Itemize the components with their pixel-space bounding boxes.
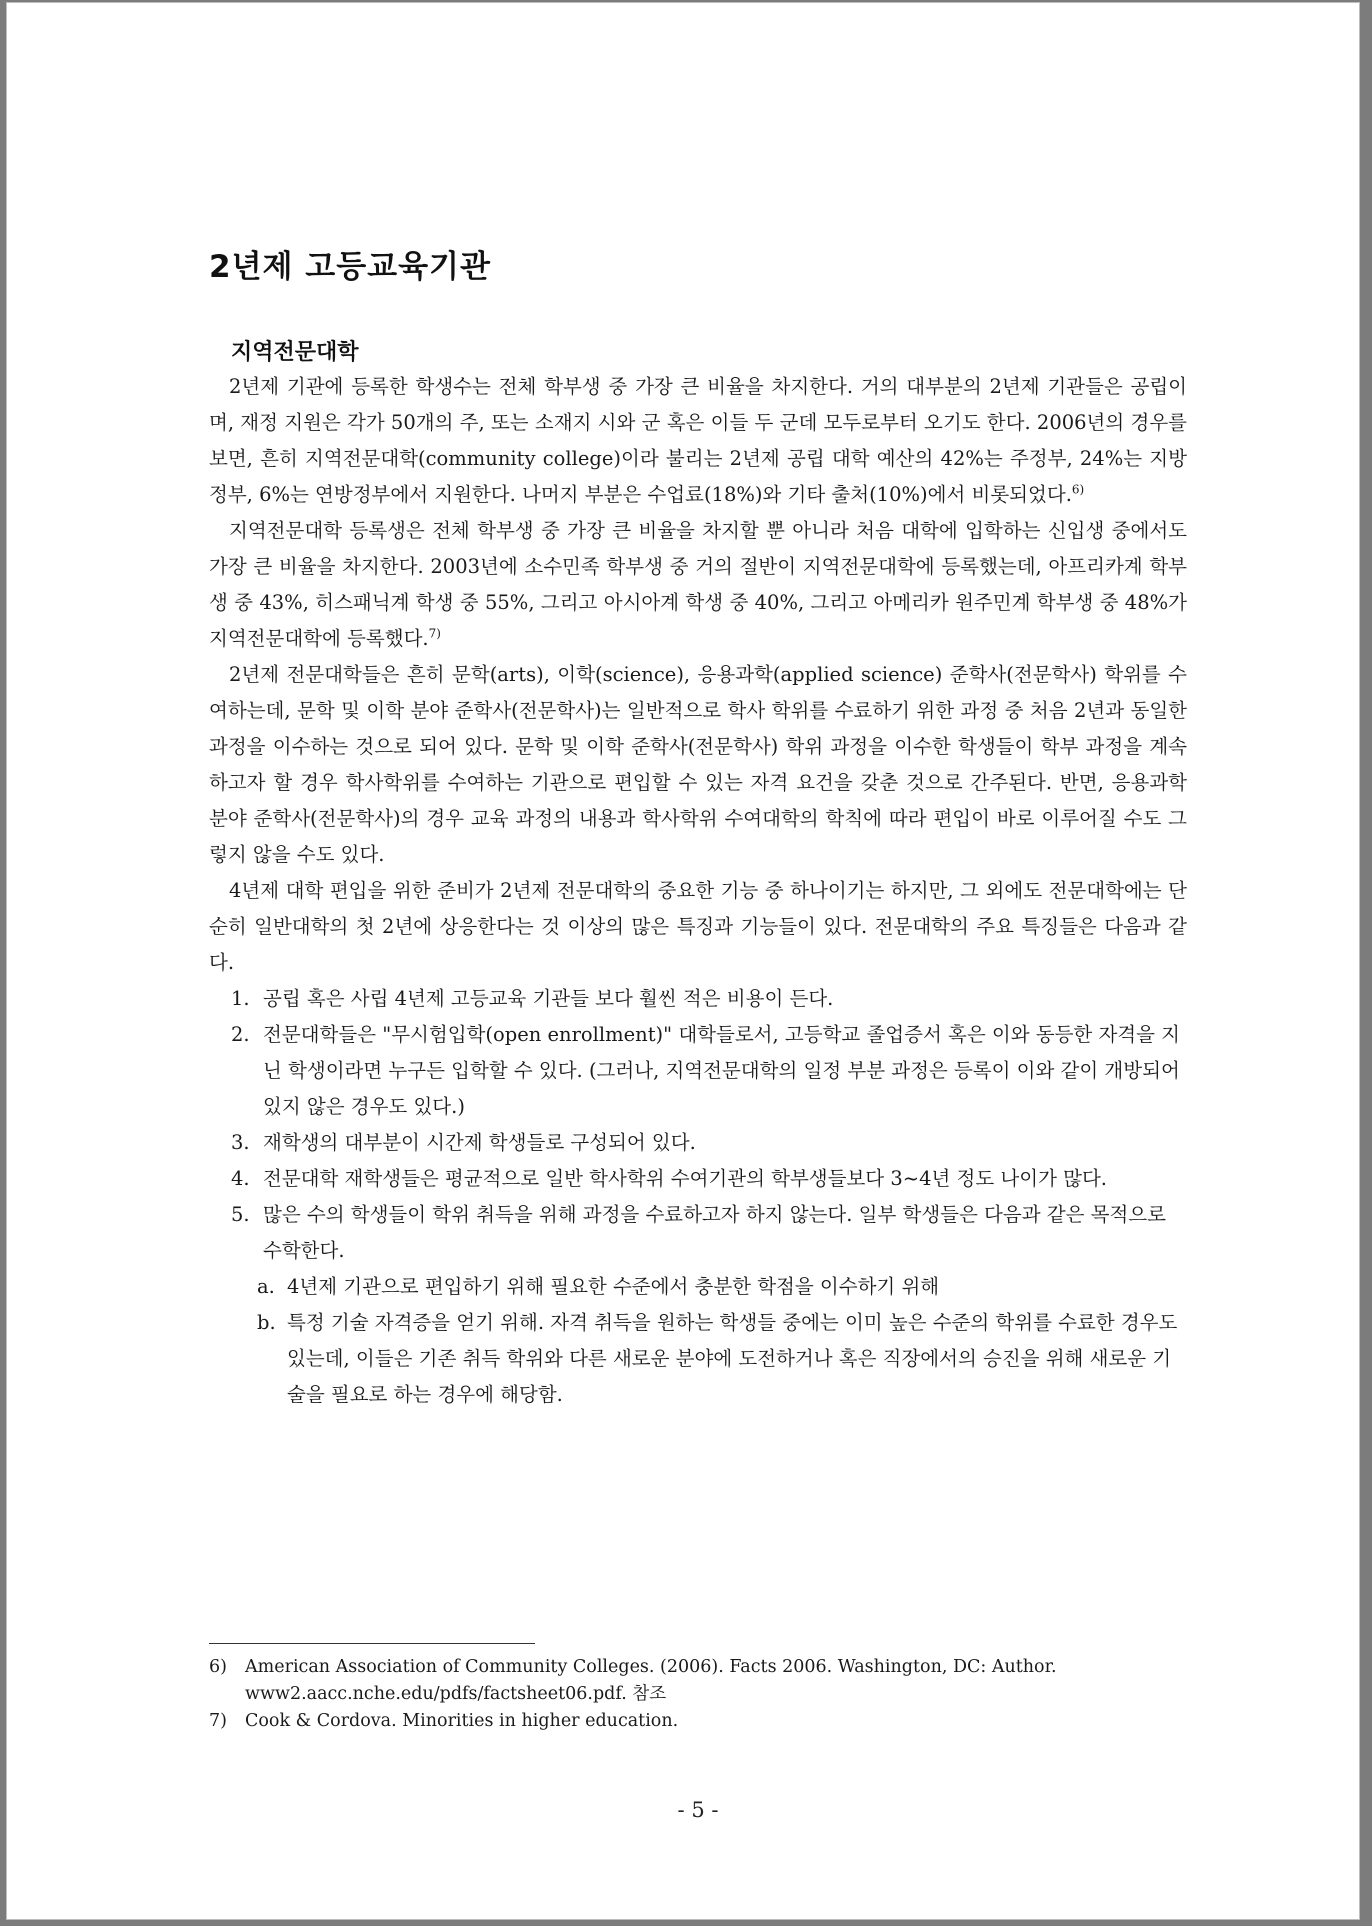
sub-list-item (257, 1269, 1187, 1305)
list-item (231, 981, 1187, 1017)
sub-list-letter: b. (257, 1311, 276, 1334)
list-text: 많은 수의 학생들이 학위 취득을 위해 과정을 수료하고자 하지 않는다. 일부 학생들은 다음과 같은 목적으로 수학한다. (263, 1203, 1166, 1262)
list-item (231, 1161, 1187, 1197)
list-number: 1. (231, 987, 250, 1010)
list-item (231, 1197, 1187, 1269)
footnote (209, 1708, 1187, 1735)
footnotes (209, 1654, 1187, 1735)
list-number: 3. (231, 1131, 250, 1154)
page-number: - 5 - (677, 1798, 719, 1822)
document-page (6, 2, 1360, 1920)
list-text: 전문대학 재학생들은 평균적으로 일반 학사학위 수여기관의 학부생들보다 3~4년 정도 나이가 많다. (263, 1167, 1107, 1190)
list-text: 공립 혹은 사립 4년제 고등교육 기관들 보다 훨씬 적은 비용이 든다. (263, 987, 834, 1010)
list-number: 2. (231, 1023, 250, 1046)
list-item (231, 1125, 1187, 1161)
sub-list-text: 특정 기술 자격증을 얻기 위해. 자격 취득을 원하는 학생들 중에는 이미 높은 수준의 학위를 수료한 경우도 있는데, 이들은 기존 취득 학위와 다른 새로운 분야에 도전하거나 혹은 직장에서의 승진을 위해 새로운 기술을 필요로 하는 경우에 해당함. (287, 1311, 1178, 1406)
section-title: 지역전문대학 (231, 340, 359, 365)
paragraph: 2년제 기관에 등록한 학생수는 전체 학부생 중 가장 큰 비율을 차지한다. 거의 대부분의 2년제 기관들은 공립이며, 재정 지원은 각가 50개의 주, 또는 소재지 시와 군 혹은 이들 두 군데 모두로부터 오기도 한다. 2006년의 경우를 보면, 흔히 지역전문대학(community college)이라 불리는 2년제 공립 대학 예산의 42%는 주정부, 24%는 지방정부, 6%는 연방정부에서 지원한다. 나머지 부분은 수업료(18%)와 기타 출처(10%)에서 비롯되었다.$^{6)}$ (209, 375, 1187, 506)
footnote-number: 7) (209, 1711, 227, 1731)
paragraph: 2년제 전문대학들은 흔히 문학(arts), 이학(science), 응용과학(applied science) 준학사(전문학사) 학위를 수여하는데, 문학 및 이학 분야 준학사(전문학사)는 일반적으로 학사 학위를 수료하기 위한 과정 중 처음 2년과 동일한 과정을 이수하는 것으로 되어 있다. 문학 및 이학 준학사(전문학사) 학위 과정을 이수한 학생들이 학부 과정을 계속하고자 할 경우 학사학위를 수여하는 기관으로 편입할 수 있는 자격 요건을 갖춘 것으로 간주된다. 반면, 응용과학 분야 준학사(전문학사)의 경우 교육 과정의 내용과 학사학위 수여대학의 학칙에 따라 편입이 바로 이루어질 수도 그렇지 않을 수도 있다. (209, 663, 1187, 866)
footnote-text: American Association of Community Colleges. (2006). Facts 2006. Washington, DC: Author. www2.aacc.nche.edu/pdfs/factsheet06.pdf. 참조 (245, 1657, 1057, 1704)
chapter-title: 2년제 고등교육기관 (209, 249, 491, 285)
footnote (209, 1654, 1187, 1708)
footnote-ref[interactable]: 6) (1071, 482, 1085, 497)
list-number: 5. (231, 1203, 250, 1226)
list-item (231, 1017, 1187, 1125)
list-text: 재학생의 대부분이 시간제 학생들로 구성되어 있다. (263, 1131, 696, 1154)
body-text (209, 369, 1187, 1413)
footnote-ref[interactable]: 7) (428, 626, 441, 641)
footnote-text: Cook & Cordova. Minorities in higher education. (245, 1711, 679, 1731)
list-text: 전문대학들은 "무시험입학(open enrollment)" 대학들로서, 고등학교 졸업증서 혹은 이와 동등한 자격을 지닌 학생이라면 누구든 입학할 수 있다. (그러나, 지역전문대학의 일정 부분 과정은 등록이 이와 같이 개방되어 있지 않은 경우도 있다.) (263, 1023, 1181, 1118)
paragraph: 지역전문대학 등록생은 전체 학부생 중 가장 큰 비율을 차지할 뿐 아니라 처음 대학에 입학하는 신입생 중에서도 가장 큰 비율을 차지한다. 2003년에 소수민족 학부생 중 거의 절반이 지역전문대학에 등록했는데, 아프리카계 학부생 중 43%, 히스패닉계 학생 중 55%, 그리고 아시아계 학생 중 40%, 그리고 아메리카 원주민계 학부생 중 48%가 지역전문대학에 등록했다.$^{7)}$ (209, 519, 1187, 650)
list-number: 4. (231, 1167, 250, 1190)
sub-list-item (257, 1305, 1187, 1413)
paragraph: 4년제 대학 편입을 위한 준비가 2년제 전문대학의 중요한 기능 중 하나이기는 하지만, 그 외에도 전문대학에는 단순히 일반대학의 첫 2년에 상응한다는 것 이상의 많은 특징과 기능들이 있다. 전문대학의 주요 특징들은 다음과 같다. (209, 879, 1187, 974)
sub-list-letter: a. (257, 1275, 275, 1298)
footnote-divider (209, 1643, 535, 1644)
footnote-number: 6) (209, 1657, 227, 1677)
sub-list-text: 4년제 기관으로 편입하기 위해 필요한 수준에서 충분한 학점을 이수하기 위해 (287, 1275, 940, 1298)
